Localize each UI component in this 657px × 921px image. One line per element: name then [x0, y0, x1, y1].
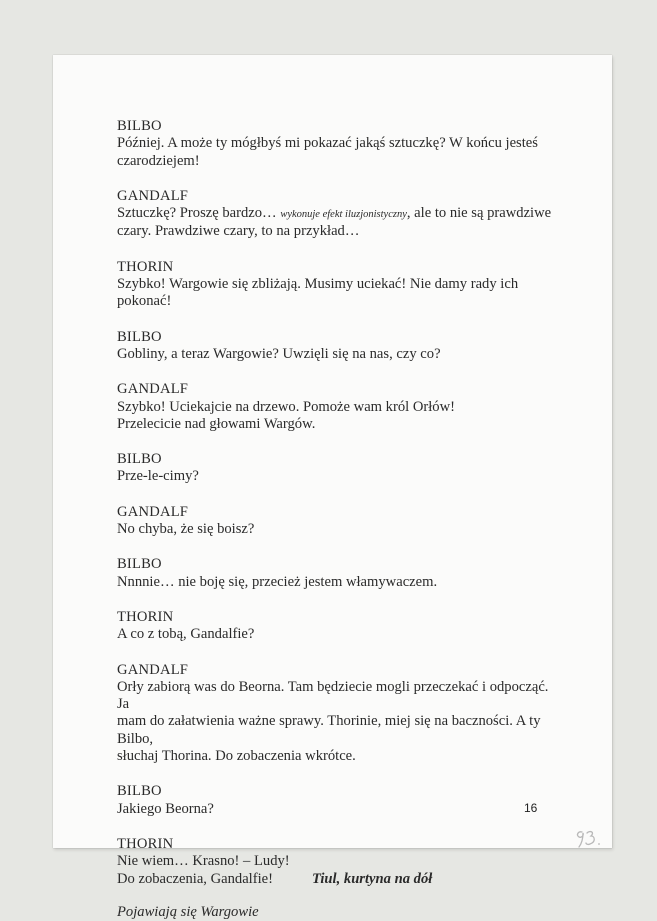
dialogue-line: czarodziejem!	[117, 152, 200, 169]
script-page	[53, 55, 612, 920]
speaker-name: BILBO	[117, 328, 162, 345]
curtain-stage-direction: Tiul, kurtyna na dół	[312, 870, 433, 887]
dialogue-block-bilbo-2	[117, 329, 557, 364]
dialogue-line: Prze-le-cimy?	[117, 468, 199, 485]
stage-direction-inline: wykonuje efekt iluzjonistyczny	[280, 209, 407, 221]
dialogue-block-gandalf-3	[117, 504, 557, 539]
page-number: 16	[524, 801, 538, 815]
dialogue-line: Szybko! Uciekajcie na drzewo. Pomoże wam król Orłów!	[117, 398, 455, 415]
dialogue-line: A co z tobą, Gandalfie?	[117, 626, 255, 643]
dialogue-block-bilbo-1	[117, 118, 557, 170]
dialogue-line: czary. Prawdziwe czary, to na przykład…	[117, 223, 360, 240]
closing-row	[117, 871, 557, 888]
dialogue-line: No chyba, że się boisz?	[117, 521, 255, 538]
dialogue-text: Sztuczkę? Proszę bardzo…	[117, 205, 281, 222]
dialogue-block-gandalf-4	[117, 662, 557, 766]
dialogue-line: Nnnnie… nie boję się, przecież jestem włamywaczem.	[117, 573, 438, 590]
dialogue-line: Do zobaczenia, Gandalfie!	[117, 870, 273, 887]
dialogue-line	[117, 205, 557, 223]
dialogue-block-bilbo-5	[117, 783, 557, 818]
dialogue-line: mam do załatwienia ważne sprawy. Thorinie, miej się na baczności. A ty Bilbo,	[117, 713, 541, 747]
dialogue-line: Gobliny, a teraz Wargowie? Uwzięli się na nas, czy co?	[117, 345, 441, 362]
speaker-name: BILBO	[117, 451, 162, 468]
dialogue-block-bilbo-3	[117, 451, 557, 486]
speaker-name: GANDALF	[117, 661, 189, 678]
dialogue-block-thorin-2	[117, 609, 557, 644]
speaker-name: GANDALF	[117, 187, 189, 204]
dialogue-line: Przelecicie nad głowami Wargów.	[117, 415, 316, 432]
speaker-name: THORIN	[117, 258, 174, 275]
dialogue-text: , ale to nie są prawdziwe	[406, 205, 552, 222]
dialogue-block-gandalf-2	[117, 381, 557, 433]
script-text	[117, 118, 557, 921]
speaker-name: GANDALF	[117, 503, 189, 520]
speaker-name: BILBO	[117, 118, 162, 134]
dialogue-block-gandalf-1	[117, 188, 557, 241]
speaker-name: GANDALF	[117, 381, 189, 398]
dialogue-block-thorin-3	[117, 836, 557, 888]
speaker-name: THORIN	[117, 608, 174, 625]
speaker-name: BILBO	[117, 783, 162, 800]
dialogue-line: Szybko! Wargowie się zbliżają. Musimy uciekać! Nie damy rady ich pokonać!	[117, 276, 519, 310]
dialogue-line: Nie wiem… Krasno! – Ludy!	[117, 853, 290, 870]
handwritten-archive-mark	[573, 827, 605, 851]
dialogue-line: słuchaj Thorina. Do zobaczenia wkrótce.	[117, 748, 356, 765]
dialogue-line: Jakiego Beorna?	[117, 800, 214, 817]
speaker-name: THORIN	[117, 835, 174, 852]
dialogue-block-bilbo-4	[117, 556, 557, 591]
dialogue-line: Później. A może ty mógłbyś mi pokazać jakąś sztuczkę? W końcu jesteś	[117, 135, 538, 152]
dialogue-block-thorin-1	[117, 259, 557, 311]
dialogue-line: Orły zabiorą was do Beorna. Tam będziecie mogli przeczekać i odpocząć. Ja	[117, 678, 549, 713]
final-stage-direction: Pojawiają się Wargowie	[117, 903, 259, 920]
speaker-name: BILBO	[117, 556, 162, 573]
